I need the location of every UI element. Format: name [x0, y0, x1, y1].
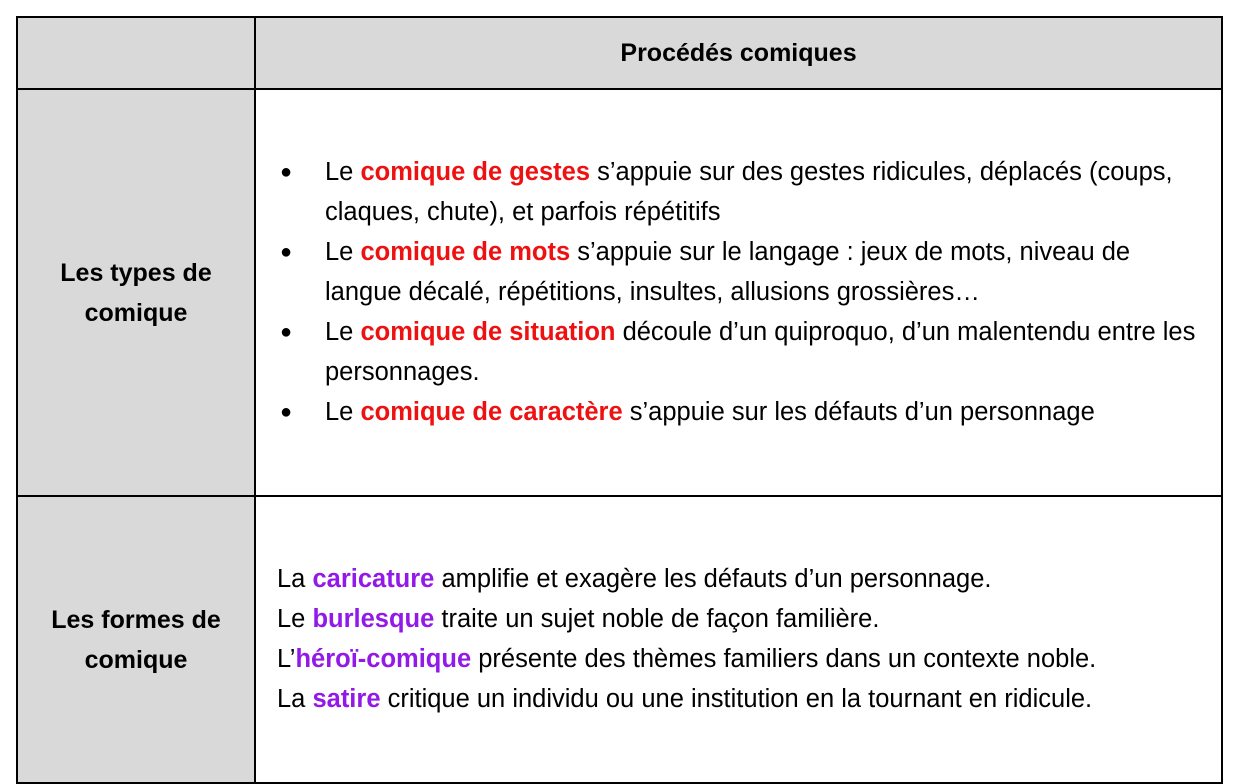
forms-label-text: Les formes de comique	[51, 605, 221, 674]
list-item	[256, 392, 1209, 432]
bullet-icon: ●	[280, 320, 293, 343]
item-text: traite un sujet noble de façon familière.	[434, 604, 880, 633]
forms-content	[255, 496, 1222, 783]
item-prefix: L’	[277, 644, 296, 673]
bullet-icon: ●	[280, 400, 293, 423]
list-item	[256, 312, 1209, 392]
types-label-text: Les types de comique	[60, 258, 212, 327]
form-item	[277, 639, 1209, 679]
item-prefix: Le	[325, 397, 361, 426]
item-text: s’appuie sur des gestes ridicules, déplacés (coups, claques, chute), et parfois répétitifs	[325, 157, 1173, 226]
form-item	[277, 559, 1209, 599]
highlight-term: satire	[312, 684, 381, 713]
item-prefix: Le	[325, 317, 361, 346]
form-item	[277, 679, 1209, 719]
header-row	[17, 17, 1222, 89]
item-prefix: Le	[325, 157, 361, 186]
types-content	[255, 89, 1222, 496]
highlight-term: burlesque	[312, 604, 435, 633]
item-prefix: Le	[277, 604, 313, 633]
item-text: découle d’un quiproquo, d’un malentendu entre les personnages.	[325, 317, 1196, 386]
item-text: présente des thèmes familiers dans un contexte noble.	[471, 644, 1097, 673]
form-item	[277, 599, 1209, 639]
highlight-term: comique de caractère	[360, 397, 623, 426]
item-prefix: La	[277, 684, 313, 713]
highlight-term: héroï-comique	[295, 644, 472, 673]
item-text: amplifie et exagère les défauts d’un personnage.	[434, 564, 992, 593]
types-label	[17, 89, 255, 496]
bullet-icon: ●	[280, 160, 293, 183]
item-prefix: La	[277, 564, 313, 593]
item-text: critique un individu ou une institution en la tournant en ridicule.	[380, 684, 1093, 713]
item-text: s’appuie sur les défauts d’un personnage	[622, 397, 1095, 426]
types-row	[17, 89, 1222, 496]
list-item	[256, 152, 1209, 232]
item-prefix: Le	[325, 237, 361, 266]
item-text: s’appuie sur le langage : jeux de mots, niveau de langue décalé, répétitions, insultes, allusions grossières…	[325, 237, 1131, 306]
comic-devices-table	[16, 16, 1223, 784]
bullet-icon: ●	[280, 240, 293, 263]
highlight-term: caricature	[312, 564, 435, 593]
forms-row	[17, 496, 1222, 783]
header-corner-cell	[17, 17, 255, 89]
highlight-term: comique de gestes	[360, 157, 591, 186]
forms-label	[17, 496, 255, 783]
table-title: Procédés comiques	[255, 17, 1222, 89]
list-item	[256, 232, 1209, 312]
highlight-term: comique de mots	[360, 237, 571, 266]
highlight-term: comique de situation	[360, 317, 616, 346]
types-list	[256, 152, 1209, 432]
